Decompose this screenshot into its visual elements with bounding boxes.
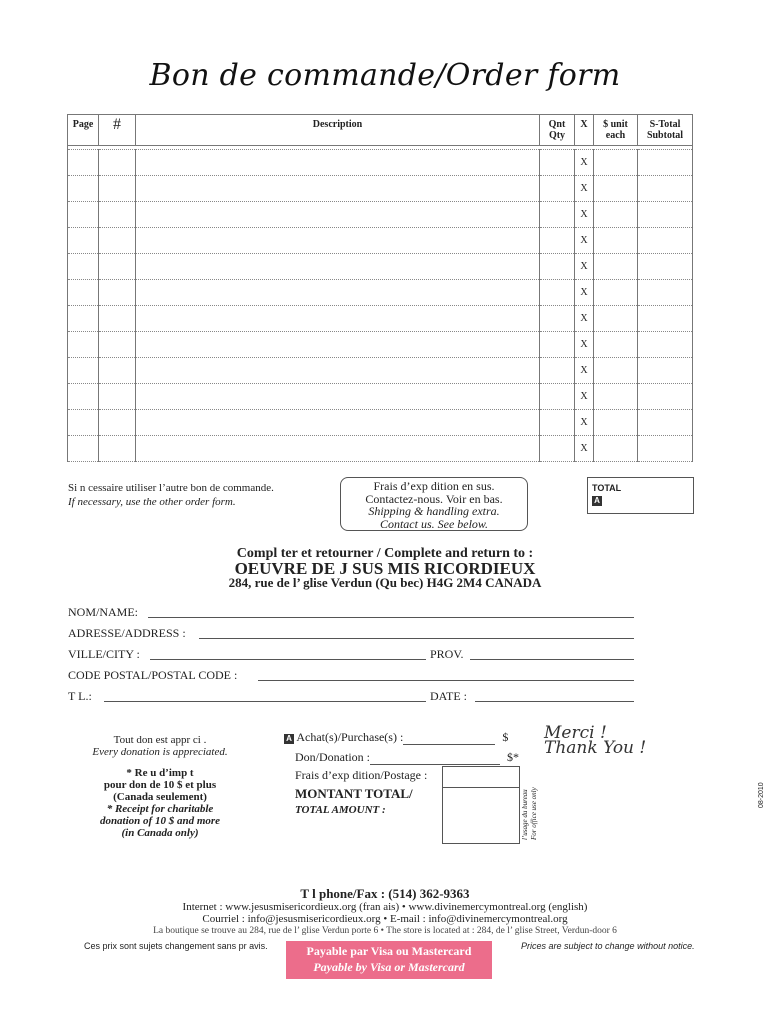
thank-you: Merci ! Thank You !: [544, 723, 647, 758]
description-cell[interactable]: [136, 332, 540, 358]
organization-name: OEUVRE DE J SUS MIS RICORDIEUX: [234, 559, 536, 578]
description-cell[interactable]: [136, 306, 540, 332]
number-cell[interactable]: [99, 358, 136, 384]
phone-fax: T l phone/Fax : (514) 362-9363: [300, 886, 470, 901]
unit-price-cell[interactable]: [594, 410, 638, 436]
province-field[interactable]: PROV.: [430, 647, 634, 662]
qty-cell[interactable]: [540, 410, 575, 436]
x-cell: X: [575, 306, 594, 332]
x-cell: X: [575, 176, 594, 202]
subtotal-cell[interactable]: [638, 332, 693, 358]
other-form-note: Si n cessaire utiliser l’autre bon de commande. If necessary, use the other order form.: [68, 482, 274, 508]
qty-cell[interactable]: [540, 254, 575, 280]
office-use-label-en: For office use only: [530, 787, 538, 840]
total-badge: A: [592, 496, 602, 506]
unit-price-cell[interactable]: [594, 176, 638, 202]
price-notice-fr: Ces prix sont sujets changement sans pr avis.: [84, 941, 268, 951]
unit-price-cell[interactable]: [594, 202, 638, 228]
x-cell: X: [575, 358, 594, 384]
order-row: [68, 384, 693, 410]
unit-price-cell[interactable]: [594, 150, 638, 176]
order-row: [68, 410, 693, 436]
donation-line[interactable]: Don/Donation : $*: [295, 750, 519, 764]
total-amount-label-en: TOTAL AMOUNT :: [295, 804, 386, 816]
unit-price-cell[interactable]: [594, 254, 638, 280]
qty-cell[interactable]: [540, 150, 575, 176]
description-cell[interactable]: [136, 410, 540, 436]
x-cell: X: [575, 280, 594, 306]
number-cell[interactable]: [99, 176, 136, 202]
donation-note: Tout don est appr ci . Every donation is appreciated.: [92, 734, 228, 758]
unit-price-cell[interactable]: [594, 436, 638, 462]
subtotal-cell[interactable]: [638, 176, 693, 202]
subtotal-cell[interactable]: [638, 202, 693, 228]
order-table: [67, 114, 693, 462]
subtotal-cell[interactable]: [638, 436, 693, 462]
payment-banner: Payable par Visa ou Mastercard Payable by Visa or Mastercard: [286, 941, 492, 979]
qty-cell[interactable]: [540, 358, 575, 384]
name-field[interactable]: NOM/NAME:: [68, 605, 634, 620]
header-unit-price: $ unit each: [594, 115, 638, 146]
unit-price-cell[interactable]: [594, 332, 638, 358]
form-title: Bon de commande/Order form: [149, 58, 621, 93]
contact-info: [0, 901, 770, 937]
phone-field[interactable]: T L.:: [68, 689, 634, 704]
order-row: [68, 280, 693, 306]
shipping-note-box: Frais d’exp dition en sus. Contactez-nous. Voir en bas. Shipping & handling extra. Contact us. See below.: [340, 477, 528, 531]
x-cell: X: [575, 332, 594, 358]
description-cell[interactable]: [136, 358, 540, 384]
page-cell[interactable]: [68, 358, 99, 384]
order-row: [68, 306, 693, 332]
header-subtotal: S-Total Subtotal: [638, 115, 693, 146]
number-cell[interactable]: [99, 436, 136, 462]
qty-cell[interactable]: [540, 332, 575, 358]
number-cell[interactable]: [99, 306, 136, 332]
order-row: [68, 176, 693, 202]
qty-cell[interactable]: [540, 280, 575, 306]
order-row: [68, 150, 693, 176]
office-use-label-fr: l’usage du bureau: [521, 789, 529, 840]
address-field[interactable]: ADRESSE/ADDRESS :: [68, 626, 634, 641]
number-cell[interactable]: [99, 332, 136, 358]
page-cell[interactable]: [68, 280, 99, 306]
purchase-line[interactable]: A Achat(s)/Purchase(s) : $: [284, 730, 508, 745]
x-cell: X: [575, 384, 594, 410]
x-cell: X: [575, 228, 594, 254]
description-cell[interactable]: [136, 202, 540, 228]
number-cell[interactable]: [99, 384, 136, 410]
description-cell[interactable]: [136, 384, 540, 410]
order-row: [68, 228, 693, 254]
number-cell[interactable]: [99, 410, 136, 436]
header-qty: Qnt Qty: [540, 115, 575, 146]
subtotal-cell[interactable]: [638, 358, 693, 384]
page-cell[interactable]: [68, 410, 99, 436]
page-cell[interactable]: [68, 436, 99, 462]
x-cell: X: [575, 254, 594, 280]
description-cell[interactable]: [136, 254, 540, 280]
subtotal-cell[interactable]: [638, 254, 693, 280]
page-cell[interactable]: [68, 176, 99, 202]
subtotal-cell[interactable]: [638, 384, 693, 410]
number-cell[interactable]: [99, 150, 136, 176]
total-label: TOTAL A: [592, 483, 622, 505]
order-row: [68, 202, 693, 228]
subtotal-cell[interactable]: [638, 228, 693, 254]
page-cell[interactable]: [68, 384, 99, 410]
email-line[interactable]: Courriel : info@jesusmisericordieux.org • E-mail : info@divinemercymontreal.org: [202, 913, 568, 925]
tax-receipt-note: * Re u d’imp t pour don de 10 $ et plus (Canada seulement) * Receipt for charitable donation of 10 $ and more (in Canada only): [99, 767, 221, 839]
postage-line: Frais d’exp dition/Postage :: [295, 768, 428, 782]
unit-price-cell[interactable]: [594, 358, 638, 384]
description-cell[interactable]: [136, 436, 540, 462]
qty-cell[interactable]: [540, 306, 575, 332]
page-cell[interactable]: [68, 202, 99, 228]
description-cell[interactable]: [136, 150, 540, 176]
store-line: La boutique se trouve au 284, rue de l’ glise Verdun porte 6 • The store is located at : 284, de l’ glise Street, Verdun-door 6: [153, 926, 617, 936]
page-cell[interactable]: [68, 150, 99, 176]
unit-price-cell[interactable]: [594, 306, 638, 332]
number-cell[interactable]: [99, 228, 136, 254]
qty-cell[interactable]: [540, 228, 575, 254]
subtotal-cell[interactable]: [638, 306, 693, 332]
unit-price-cell[interactable]: [594, 228, 638, 254]
number-cell[interactable]: [99, 202, 136, 228]
unit-price-cell[interactable]: [594, 280, 638, 306]
unit-price-cell[interactable]: [594, 384, 638, 410]
description-cell[interactable]: [136, 228, 540, 254]
city-field[interactable]: VILLE/CITY :: [68, 647, 634, 662]
page-cell[interactable]: [68, 306, 99, 332]
header-page: Page: [68, 115, 99, 146]
qty-cell[interactable]: [540, 384, 575, 410]
page-cell[interactable]: [68, 228, 99, 254]
x-cell: X: [575, 436, 594, 462]
subtotal-cell[interactable]: [638, 150, 693, 176]
description-cell[interactable]: [136, 280, 540, 306]
price-notice-en: Prices are subject to change without notice.: [521, 941, 695, 951]
number-cell[interactable]: [99, 254, 136, 280]
header-number: #: [99, 115, 136, 146]
x-cell: X: [575, 202, 594, 228]
organization-address: 284, rue de l’ glise Verdun (Qu bec) H4G 2M4 CANADA: [228, 575, 542, 590]
postal-code-field[interactable]: CODE POSTAL/POSTAL CODE :: [68, 668, 634, 683]
qty-cell[interactable]: [540, 176, 575, 202]
purchase-badge: A: [284, 734, 294, 744]
qty-cell[interactable]: [540, 202, 575, 228]
header-description: Description: [136, 115, 540, 146]
total-amount-label: MONTANT TOTAL/: [295, 786, 413, 801]
date-field[interactable]: DATE :: [430, 689, 634, 704]
page-cell[interactable]: [68, 332, 99, 358]
form-code: 08-2010: [758, 782, 765, 808]
x-cell: X: [575, 410, 594, 436]
subtotal-cell[interactable]: [638, 280, 693, 306]
page-cell[interactable]: [68, 254, 99, 280]
description-cell[interactable]: [136, 176, 540, 202]
order-row: [68, 436, 693, 462]
x-cell: X: [575, 150, 594, 176]
internet-line[interactable]: Internet : www.jesusmisericordieux.org (fran ais) • www.divinemercymontreal.org (english): [182, 901, 588, 913]
header-x: X: [575, 115, 594, 146]
subtotal-cell[interactable]: [638, 410, 693, 436]
return-instructions: Compl ter et retourner / Complete and return to :: [236, 546, 534, 561]
qty-cell[interactable]: [540, 436, 575, 462]
number-cell[interactable]: [99, 280, 136, 306]
order-row: [68, 332, 693, 358]
order-row: [68, 254, 693, 280]
office-use-box: [442, 766, 520, 844]
order-row: [68, 358, 693, 384]
